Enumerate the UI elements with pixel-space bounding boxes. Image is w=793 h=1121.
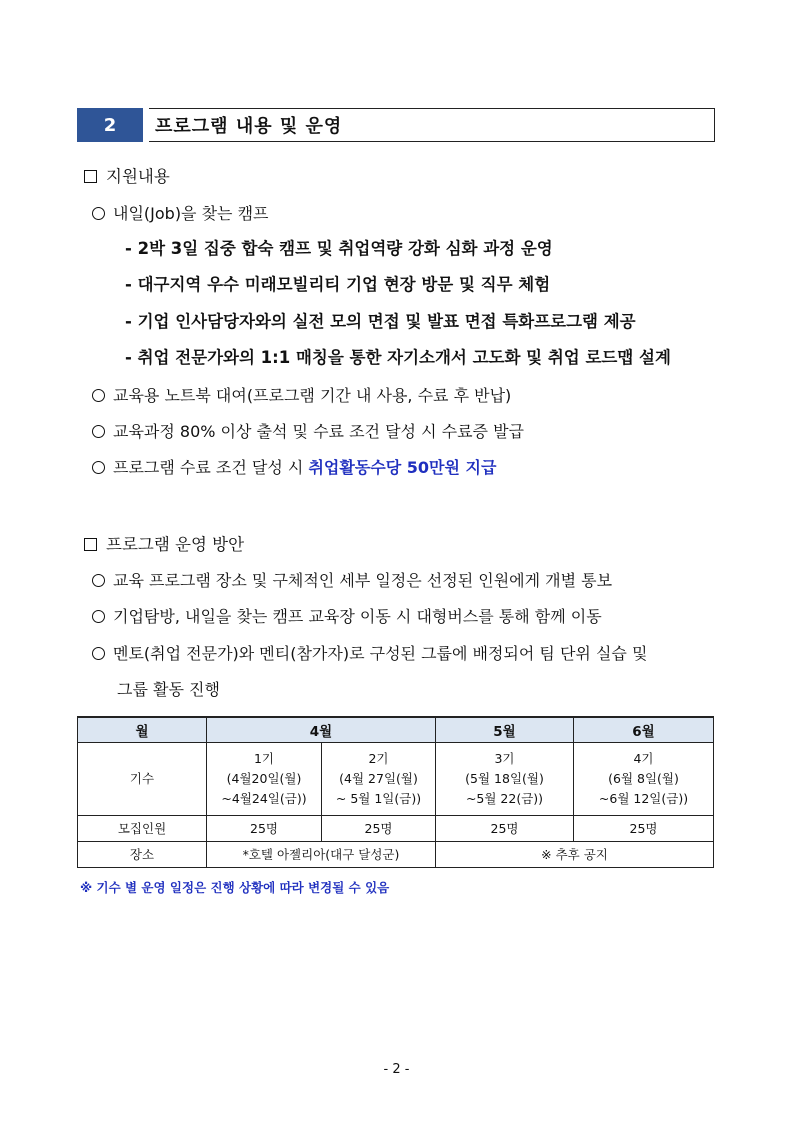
section-header [77,108,715,142]
circle-bullet-icon [92,647,105,660]
circle-bullet-icon [92,425,105,438]
header-april: 4월 [207,717,436,743]
circle-bullet-icon [92,574,105,587]
camp-item: - 대구지역 우수 미래모빌리티 기업 현장 방문 및 직무 체험 [125,275,551,294]
row-label-cohort: 기수 [78,743,207,816]
place-april: *호텔 아젤리아(대구 달성군) [207,842,436,868]
camp-item: - 2박 3일 집중 합숙 캠프 및 취업역량 강화 심화 과정 운영 [125,239,553,258]
camp-item: - 기업 인사담당자와의 실전 모의 면접 및 발표 면접 특화프로그램 제공 [125,312,636,331]
operation-item: 멘토(취업 전문가)와 멘티(참가자)로 구성된 그룹에 배정되어 팀 단위 실습 및 [92,643,647,665]
section-title: 프로그램 내용 및 운영 [149,108,715,142]
cohort-cell: 3기 (5월 18일(월) ~5월 22(금)) [436,743,574,816]
recruit-count: 25명 [436,816,574,842]
allowance-item: 프로그램 수료 조건 달성 시 취업활동수당 50만원 지급 [92,457,496,479]
camp-item: - 취업 전문가와의 1:1 매칭을 통한 자기소개서 고도화 및 취업 로드맵 설계 [125,348,671,367]
circle-bullet-icon [92,207,105,220]
header-june: 6월 [574,717,714,743]
schedule-table [77,716,714,868]
table-row [78,743,714,816]
page-number: - 2 - [383,1062,410,1077]
cohort-cell: 4기 (6월 8일(월) ~6월 12일(금)) [574,743,714,816]
row-label-place: 장소 [78,842,207,868]
recruit-count: 25명 [574,816,714,842]
header-month: 월 [78,717,207,743]
operation-item: 교육 프로그램 장소 및 구체적인 세부 일정은 선정된 인원에게 개별 통보 [92,570,612,592]
header-may: 5월 [436,717,574,743]
camp-title: 내일(Job)을 찾는 캠프 [92,203,269,225]
table-row [78,842,714,868]
checkbox-square-icon [84,170,97,183]
row-label-recruit: 모집인원 [78,816,207,842]
operation-item-continued: 그룹 활동 진행 [117,680,220,699]
table-header-row [78,717,714,743]
support-heading: 지원내용 [84,166,170,188]
cohort-cell: 2기 (4월 27일(월) ~ 5월 1일(금)) [322,743,436,816]
operation-heading: 프로그램 운영 방안 [84,534,244,556]
operation-item: 기업탐방, 내일을 찾는 캠프 교육장 이동 시 대형버스를 통해 함께 이동 [92,606,602,628]
circle-bullet-icon [92,610,105,623]
circle-bullet-icon [92,461,105,474]
laptop-item: 교육용 노트북 대여(프로그램 기간 내 사용, 수료 후 반납) [92,385,511,407]
schedule-note: ※ 기수 별 운영 일정은 진행 상황에 따라 변경될 수 있음 [80,880,390,895]
checkbox-square-icon [84,538,97,551]
recruit-count: 25명 [207,816,322,842]
circle-bullet-icon [92,389,105,402]
table-row [78,816,714,842]
recruit-count: 25명 [322,816,436,842]
certificate-item: 교육과정 80% 이상 출석 및 수료 조건 달성 시 수료증 발급 [92,421,524,443]
cohort-cell: 1기 (4월20일(월) ~4월24일(금)) [207,743,322,816]
section-number: 2 [77,108,143,142]
place-later: ※ 추후 공지 [436,842,714,868]
allowance-highlight: 취업활동수당 50만원 지급 [308,458,497,477]
